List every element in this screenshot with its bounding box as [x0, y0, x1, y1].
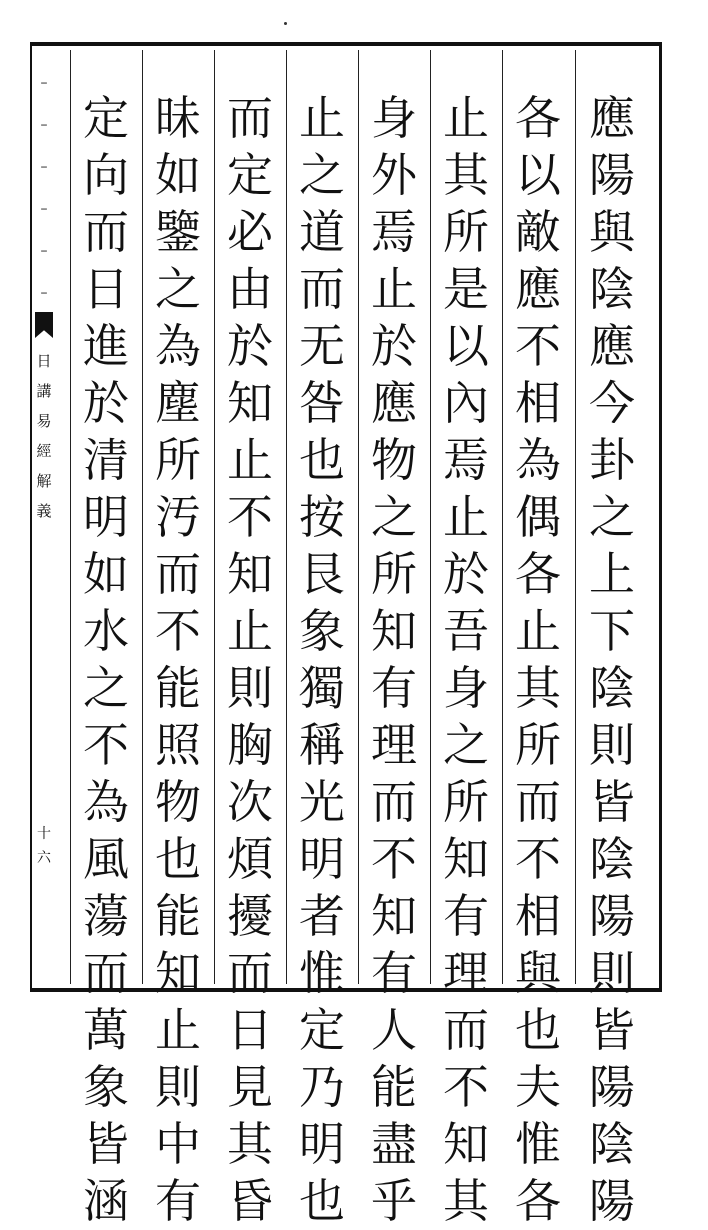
text-character: 理	[443, 946, 489, 1000]
text-character: 內	[443, 376, 489, 430]
text-character: 應	[371, 376, 417, 430]
text-character: 則	[227, 661, 273, 715]
text-character: 外	[371, 148, 417, 202]
text-character: 下	[589, 604, 635, 658]
text-character: 物	[155, 775, 201, 829]
spine-page-character: 十	[37, 826, 51, 842]
text-character: 各	[515, 1174, 561, 1228]
text-column	[508, 90, 568, 1230]
text-character: 胸	[227, 718, 273, 772]
text-character: 而	[227, 91, 273, 145]
text-character: 物	[371, 433, 417, 487]
text-character: 也	[515, 1003, 561, 1057]
text-column	[436, 90, 496, 1230]
spine-book-title	[35, 346, 53, 526]
text-character: 人	[371, 1003, 417, 1057]
column-divider	[358, 50, 359, 984]
text-character: 涵	[83, 1174, 129, 1228]
text-character: 汚	[155, 490, 201, 544]
text-character: 之	[443, 718, 489, 772]
text-character: 也	[299, 1174, 345, 1228]
text-character: 風	[83, 832, 129, 886]
text-character: 而	[515, 775, 561, 829]
text-character: 也	[155, 832, 201, 886]
text-character: 陽	[589, 1174, 635, 1228]
column-divider	[286, 50, 287, 984]
text-character: 所	[443, 775, 489, 829]
column-divider	[430, 50, 431, 984]
text-character: 相	[515, 889, 561, 943]
tick-mark: –	[40, 243, 48, 259]
text-character: 也	[299, 433, 345, 487]
text-character: 身	[371, 91, 417, 145]
fish-tail-mark	[35, 312, 53, 338]
text-column	[364, 90, 424, 1230]
column-divider	[502, 50, 503, 984]
text-character: 象	[83, 1060, 129, 1114]
text-character: 陰	[589, 832, 635, 886]
text-character: 陰	[589, 262, 635, 316]
text-character: 明	[299, 1117, 345, 1171]
text-character: 清	[83, 433, 129, 487]
text-character: 止	[299, 91, 345, 145]
text-character: 敵	[515, 205, 561, 259]
column-divider	[214, 50, 215, 984]
page-spine	[33, 50, 55, 984]
text-column	[220, 90, 280, 1230]
text-character: 蕩	[83, 889, 129, 943]
text-character: 知	[443, 832, 489, 886]
spine-title-character: 講	[36, 382, 52, 400]
text-character: 見	[227, 1060, 273, 1114]
text-character: 知	[227, 547, 273, 601]
text-character: 各	[515, 91, 561, 145]
text-character: 象	[299, 604, 345, 658]
text-character: 定	[227, 148, 273, 202]
text-character: 於	[443, 547, 489, 601]
text-character: 次	[227, 775, 273, 829]
text-character: 明	[83, 490, 129, 544]
text-character: 止	[515, 604, 561, 658]
text-character: 則	[589, 946, 635, 1000]
text-character: 盡	[371, 1117, 417, 1171]
text-character: 定	[83, 91, 129, 145]
text-character: 不	[515, 832, 561, 886]
text-character: 有	[371, 661, 417, 715]
text-character: 陽	[589, 148, 635, 202]
text-character: 皆	[83, 1117, 129, 1171]
text-character: 其	[515, 661, 561, 715]
spine-tick-marks	[33, 62, 55, 314]
column-divider	[575, 50, 576, 984]
text-character: 按	[299, 490, 345, 544]
text-character: 焉	[371, 205, 417, 259]
text-character: 向	[83, 148, 129, 202]
text-character: 鑒	[155, 205, 201, 259]
text-character: 而	[155, 547, 201, 601]
spine-title-character: 義	[36, 502, 52, 520]
text-character: 不	[443, 1060, 489, 1114]
text-character: 萬	[83, 1003, 129, 1057]
text-character: 偶	[515, 490, 561, 544]
text-character: 水	[83, 604, 129, 658]
text-character: 陽	[589, 889, 635, 943]
text-character: 焉	[443, 433, 489, 487]
tick-mark: –	[40, 159, 48, 175]
text-character: 止	[443, 91, 489, 145]
text-character: 而	[83, 205, 129, 259]
text-character: 而	[299, 262, 345, 316]
text-character: 而	[443, 1003, 489, 1057]
text-character: 其	[227, 1117, 273, 1171]
text-character: 吾	[443, 604, 489, 658]
text-character: 日	[227, 1003, 273, 1057]
text-character: 稱	[299, 718, 345, 772]
text-character: 日	[83, 262, 129, 316]
column-divider	[70, 50, 71, 984]
tick-mark: –	[40, 117, 48, 133]
text-column	[76, 90, 136, 1230]
text-character: 昏	[227, 1174, 273, 1228]
text-character: 所	[515, 718, 561, 772]
text-character: 而	[83, 946, 129, 1000]
text-character: 為	[83, 775, 129, 829]
text-character: 煩	[227, 832, 273, 886]
text-character: 為	[155, 319, 201, 373]
text-character: 止	[371, 262, 417, 316]
text-character: 有	[155, 1174, 201, 1228]
text-character: 進	[83, 319, 129, 373]
text-character: 无	[299, 319, 345, 373]
text-character: 是	[443, 262, 489, 316]
text-character: 惟	[299, 946, 345, 1000]
spine-title-character: 易	[36, 412, 52, 430]
text-character: 知	[155, 946, 201, 1000]
text-character: 不	[227, 490, 273, 544]
text-character: 夫	[515, 1060, 561, 1114]
text-character: 光	[299, 775, 345, 829]
text-character: 皆	[589, 1003, 635, 1057]
text-character: 所	[371, 547, 417, 601]
text-column	[292, 90, 352, 1230]
text-character: 知	[371, 604, 417, 658]
text-character: 其	[443, 148, 489, 202]
text-character: 以	[443, 319, 489, 373]
text-character: 應	[589, 91, 635, 145]
text-character: 照	[155, 718, 201, 772]
text-character: 由	[227, 262, 273, 316]
ink-speck	[284, 22, 287, 25]
text-column	[148, 90, 208, 1230]
text-character: 知	[443, 1117, 489, 1171]
text-character: 不	[515, 319, 561, 373]
text-character: 於	[227, 319, 273, 373]
text-character: 定	[299, 1003, 345, 1057]
text-character: 止	[443, 490, 489, 544]
text-character: 各	[515, 547, 561, 601]
tick-mark: –	[40, 75, 48, 91]
text-character: 能	[155, 889, 201, 943]
text-character: 以	[515, 148, 561, 202]
text-character: 則	[155, 1060, 201, 1114]
text-character: 今	[589, 376, 635, 430]
text-character: 止	[155, 1003, 201, 1057]
text-character: 相	[515, 376, 561, 430]
text-character: 如	[155, 148, 201, 202]
text-character: 止	[227, 433, 273, 487]
text-character: 而	[371, 775, 417, 829]
text-character: 之	[589, 490, 635, 544]
text-character: 有	[371, 946, 417, 1000]
text-character: 與	[515, 946, 561, 1000]
text-character: 明	[299, 832, 345, 886]
text-character: 應	[589, 319, 635, 373]
frame-left-rule	[30, 42, 32, 992]
text-character: 能	[371, 1060, 417, 1114]
text-character: 理	[371, 718, 417, 772]
text-character: 身	[443, 661, 489, 715]
text-character: 於	[83, 376, 129, 430]
text-character: 卦	[589, 433, 635, 487]
text-character: 上	[589, 547, 635, 601]
column-divider	[142, 50, 143, 984]
text-character: 擾	[227, 889, 273, 943]
text-character: 獨	[299, 661, 345, 715]
text-character: 之	[83, 661, 129, 715]
text-character: 能	[155, 661, 201, 715]
tick-mark: –	[40, 201, 48, 217]
text-character: 惟	[515, 1117, 561, 1171]
text-character: 塵	[155, 376, 201, 430]
text-character: 知	[371, 889, 417, 943]
text-character: 者	[299, 889, 345, 943]
text-character: 乎	[371, 1174, 417, 1228]
text-character: 而	[227, 946, 273, 1000]
text-character: 則	[589, 718, 635, 772]
text-character: 與	[589, 205, 635, 259]
text-character: 道	[299, 205, 345, 259]
text-character: 之	[371, 490, 417, 544]
spine-title-character: 解	[36, 472, 52, 490]
spine-page-character: 六	[37, 850, 51, 866]
text-character: 所	[443, 205, 489, 259]
text-character: 陰	[589, 661, 635, 715]
text-character: 不	[155, 604, 201, 658]
spine-title-character: 日	[36, 352, 52, 370]
text-character: 不	[83, 718, 129, 772]
text-character: 不	[371, 832, 417, 886]
text-character: 有	[443, 889, 489, 943]
text-character: 艮	[299, 547, 345, 601]
spine-page-number	[35, 822, 53, 870]
text-character: 之	[155, 262, 201, 316]
text-character: 中	[155, 1117, 201, 1171]
text-character: 為	[515, 433, 561, 487]
text-character: 陽	[589, 1060, 635, 1114]
text-character: 必	[227, 205, 273, 259]
text-character: 陰	[589, 1117, 635, 1171]
text-character: 昧	[155, 91, 201, 145]
text-character: 知	[227, 376, 273, 430]
text-character: 應	[515, 262, 561, 316]
tick-mark: –	[40, 285, 48, 301]
text-column	[582, 90, 642, 1230]
spine-title-character: 經	[36, 442, 52, 460]
text-character: 皆	[589, 775, 635, 829]
text-character: 乃	[299, 1060, 345, 1114]
text-character: 之	[299, 148, 345, 202]
text-character: 於	[371, 319, 417, 373]
text-character: 如	[83, 547, 129, 601]
text-character: 咎	[299, 376, 345, 430]
text-character: 其	[443, 1174, 489, 1228]
text-character: 所	[155, 433, 201, 487]
text-character: 止	[227, 604, 273, 658]
